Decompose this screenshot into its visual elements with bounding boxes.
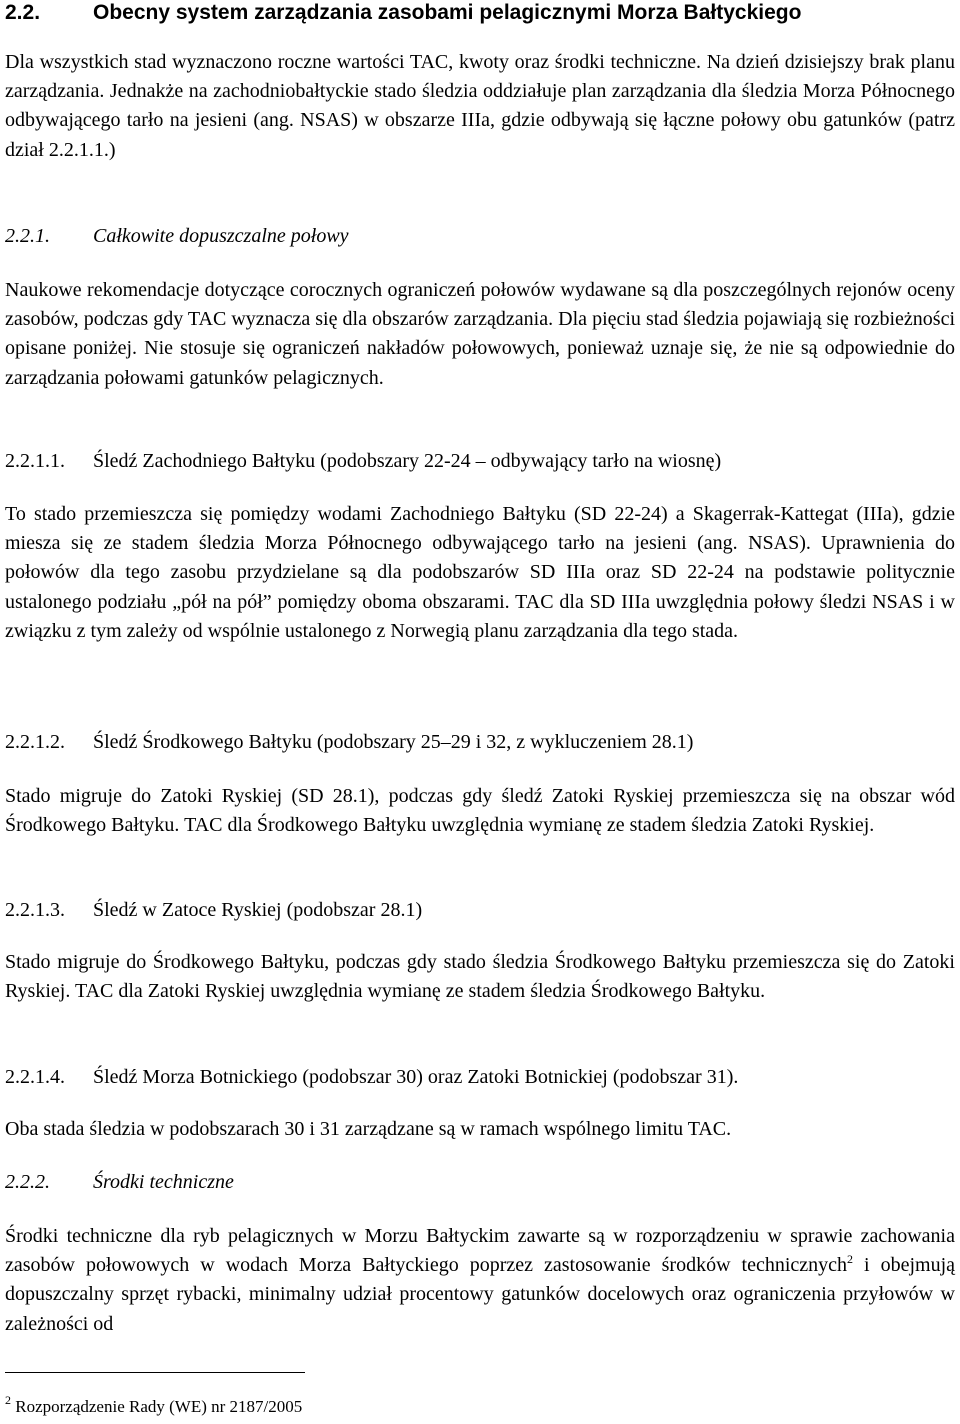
subsection-title: Całkowite dopuszczalne połowy — [93, 225, 349, 247]
paragraph-2211 — [5, 500, 955, 646]
subsection-heading-221 — [5, 222, 349, 251]
subsection-title: Środki techniczne — [93, 1171, 234, 1193]
paragraph-text: Stado migruje do Środkowego Bałtyku, podczas gdy stado śledzia Środkowego Bałtyku przemieszcza się do Zatoki Ryskiej. TAC dla Zatoki Ryskiej uwzględnia wymianę ze stadem śledzia Środkowego Bałtyku. — [5, 951, 955, 1003]
subsection-heading-2212 — [5, 728, 693, 757]
subsection-heading-2213 — [5, 896, 422, 925]
subsection-number: 2.2.1.3. — [5, 899, 65, 921]
paragraph-2213 — [5, 948, 955, 1006]
paragraph-text: Naukowe rekomendacje dotyczące corocznych ograniczeń połowów wydawane są dla poszczególnych rejonów oceny zasobów, podczas gdy TAC wyznacza się dla obszarów zarządzania. Dla pięciu stad śledzia pojawiają się rozbieżności opisane poniżej. Nie stosuje się ograniczeń nakładów połowowych, ponieważ uznaje się, że nie są odpowiednie do zarządzania połowami gatunków pelagicznych. — [5, 279, 955, 389]
subsection-number: 2.2.2. — [5, 1171, 50, 1193]
paragraph-2212 — [5, 782, 955, 840]
paragraph-text: To stado przemieszcza się pomiędzy wodami Zachodniego Bałtyku (SD 22-24) a Skagerrak-Kattegat (IIIa), gdzie miesza się ze stadem śledzia Morza Północnego odbywającego tarło na jesieni (ang. NSAS). Uprawnienia do połowów dla tego zasobu przydzielane są dla podobszarów SD IIIa oraz SD 22-24 na podstawie politycznie ustalonego podziału „pół na pół” pomiędzy oboma obszarami. TAC dla SD IIIa uwzględnia połowy śledzi NSAS i w związku z tym zależy od wspólnie ustalonego z Norwegią planu zarządzania dla tego stada. — [5, 503, 955, 642]
footnote — [5, 1393, 303, 1418]
section-title: Obecny system zarządzania zasobami pelagicznymi Morza Bałtyckiego — [93, 1, 802, 24]
footnote-separator — [5, 1372, 305, 1373]
paragraph-221 — [5, 276, 955, 393]
paragraph-2214 — [5, 1115, 955, 1144]
subsection-number: 2.2.1.4. — [5, 1066, 65, 1088]
intro-text-1: Dla wszystkich stad wyznaczono roczne wartości TAC, kwoty oraz środki techniczne. Na dzień dzisiejszy brak planu zarządzania. Jednakże na zachodniobałtyckie stado śledzia oddziałuje plan zarządzania dla śledzia Morza Północnego odbywającego tarło na jesieni (ang. — [5, 51, 955, 132]
subsection-title: Śledź Środkowego Bałtyku (podobszary 25–29 i 32, z wykluczeniem 28.1) — [93, 731, 694, 753]
footnote-reference: 2 — [847, 1252, 854, 1267]
subsection-heading-2211 — [5, 447, 721, 476]
footnote-text: Rozporządzenie Rady (WE) nr 2187/2005 — [11, 1397, 303, 1416]
subsection-number: 2.2.1.1. — [5, 450, 65, 472]
subsection-heading-222 — [5, 1168, 234, 1197]
subsection-title: Śledź Morza Botnickiego (podobszar 30) oraz Zatoki Botnickiej (podobszar 31). — [93, 1066, 739, 1088]
subsection-title: Śledź w Zatoce Ryskiej (podobszar 28.1) — [93, 899, 423, 921]
intro-text-2: NSAS) w obszarze IIIa, gdzie odbywają się łączne połowy obu gatunków (patrz dział 2.2.1.1.) — [5, 109, 956, 161]
footnote-mark: 2 — [5, 1393, 11, 1407]
section-heading — [5, 0, 801, 26]
subsection-heading-2214 — [5, 1063, 738, 1092]
paragraph-222 — [5, 1222, 955, 1339]
paragraph-text-after-ref: i obejmują dopuszczalny sprzęt rybacki, minimalny udział procentowy gatunków docelowych oraz ograniczenia przyłowów w zależności od — [5, 1254, 955, 1335]
paragraph-text: Stado migruje do Zatoki Ryskiej (SD 28.1), podczas gdy śledź Zatoki Ryskiej przemieszcza się na obszar wód Środkowego Bałtyku. TAC dla Środkowego Bałtyku uwzględnia wymianę ze stadem śledzia Zatoki Ryskiej. — [5, 785, 955, 837]
subsection-number: 2.2.1. — [5, 225, 50, 247]
section-number: 2.2. — [5, 1, 41, 24]
paragraph-text: Oba stada śledzia w podobszarach 30 i 31 zarządzane są w ramach wspólnego limitu TAC. — [5, 1118, 732, 1140]
subsection-number: 2.2.1.2. — [5, 731, 65, 753]
subsection-title: Śledź Zachodniego Bałtyku (podobszary 22-24 – odbywający tarło na wiosnę) — [93, 450, 722, 472]
paragraph-text-before-ref: Środki techniczne dla ryb pelagicznych w Morzu Bałtyckim zawarte są w rozporządzeniu w sprawie zachowania zasobów połowowych w wodach Morza Bałtyckiego poprzez zastosowanie środków technicznych — [5, 1225, 955, 1277]
intro-paragraph — [5, 48, 955, 165]
